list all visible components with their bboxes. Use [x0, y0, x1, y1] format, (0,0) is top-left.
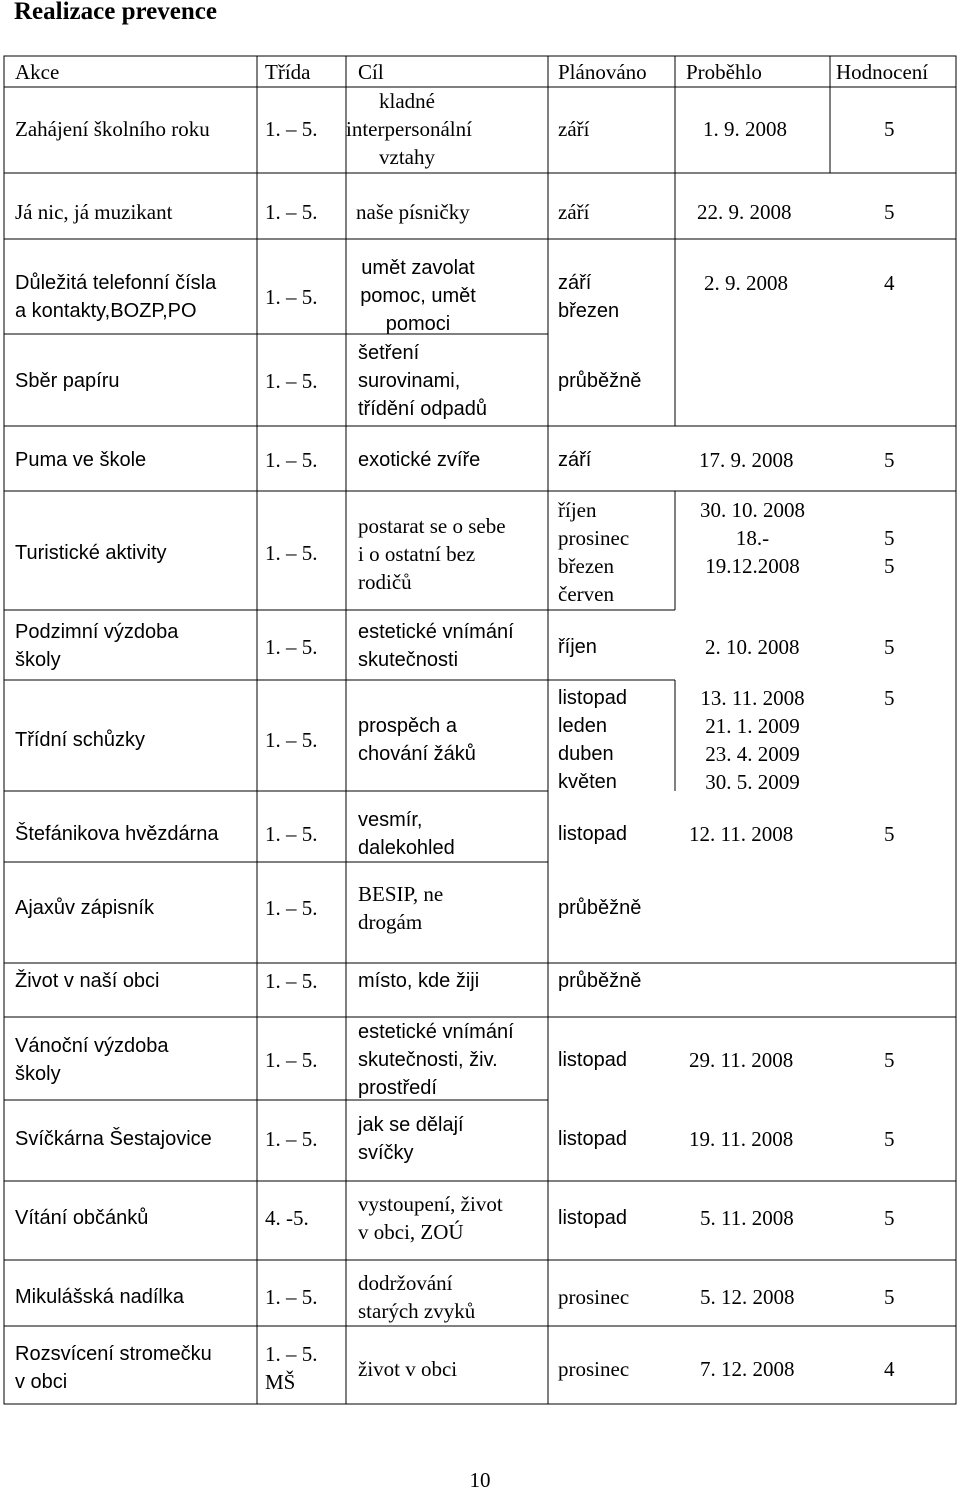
row-11-planovano: průběžně — [558, 970, 642, 992]
row-14-trida: 4. -5. — [265, 1206, 309, 1230]
row-9-cil: vesmír, dalekohled — [358, 809, 455, 859]
row-2-trida: 1. – 5. — [265, 200, 318, 224]
row-3-probehlo: 2. 9. 2008 — [704, 271, 788, 295]
row-12-probehlo: 29. 11. 2008 — [689, 1048, 794, 1072]
header-trida: Třída — [265, 60, 311, 84]
row-15-akce: Mikulášská nadílka — [15, 1286, 184, 1308]
row-12-trida: 1. – 5. — [265, 1048, 318, 1072]
row-15-probehlo: 5. 12. 2008 — [700, 1285, 795, 1309]
row-3-hodnoceni: 4 — [884, 271, 895, 295]
row-5-akce: Puma ve škole — [15, 449, 147, 471]
prevention-table — [3, 55, 957, 1405]
row-16-akce: Rozsvícení stromečku v obci — [15, 1343, 212, 1393]
row-1-planovano: září — [558, 117, 590, 141]
row-5-cil: exotické zvíře — [358, 449, 481, 471]
header-planovano: Plánováno — [558, 60, 647, 84]
row-10-trida: 1. – 5. — [265, 896, 318, 920]
row-2-akce: Já nic, já muzikant — [15, 200, 173, 224]
row-9-probehlo: 12. 11. 2008 — [689, 822, 794, 846]
row-10-planovano: průběžně — [558, 897, 642, 919]
row-7-akce: Podzimní výzdoba školy — [15, 621, 179, 671]
row-14-akce: Vítání občánků — [15, 1207, 149, 1229]
row-13-trida: 1. – 5. — [265, 1127, 318, 1151]
row-8-akce: Třídní schůzky — [15, 729, 146, 751]
row-2-planovano: září — [558, 200, 590, 224]
row-12-hodnoceni: 5 — [884, 1048, 895, 1072]
row-15-hodnoceni: 5 — [884, 1285, 895, 1309]
row-5-trida: 1. – 5. — [265, 448, 318, 472]
row-12-cil: estetické vnímání skutečnosti, živ. prostředí — [358, 1021, 514, 1099]
row-7-trida: 1. – 5. — [265, 635, 318, 659]
row-8-trida: 1. – 5. — [265, 728, 318, 752]
row-16-hodnoceni: 4 — [884, 1357, 895, 1381]
row-15-planovano: prosinec — [558, 1285, 630, 1309]
row-8-cil: prospěch a chování žáků — [358, 715, 476, 765]
row-12-akce: Vánoční výzdoba školy — [15, 1035, 169, 1085]
row-4-planovano: průběžně — [558, 370, 642, 392]
row-15-cil: dodržování starých zvyků — [358, 1271, 476, 1323]
row-1-trida: 1. – 5. — [265, 117, 318, 141]
row-5-planovano: září — [558, 449, 592, 471]
row-4-trida: 1. – 5. — [265, 369, 318, 393]
row-14-probehlo: 5. 11. 2008 — [700, 1206, 794, 1230]
page-title: Realizace prevence — [14, 0, 217, 25]
row-9-hodnoceni: 5 — [884, 822, 895, 846]
row-3-cil: umět zavolat pomoc, umět pomoci — [360, 257, 476, 335]
row-11-cil: místo, kde žiji — [358, 970, 480, 992]
row-14-hodnoceni: 5 — [884, 1206, 895, 1230]
row-6-trida: 1. – 5. — [265, 541, 318, 565]
row-5-hodnoceni: 5 — [884, 448, 895, 472]
header-hodnoceni: Hodnocení — [836, 60, 929, 84]
row-16-probehlo: 7. 12. 2008 — [700, 1357, 795, 1381]
row-5-probehlo: 17. 9. 2008 — [699, 448, 794, 472]
row-1-hodnoceni: 5 — [884, 117, 895, 141]
row-1-cil: kladné interpersonální vztahy — [346, 89, 472, 169]
row-6-planovano: říjen prosinec březen červen — [558, 498, 630, 606]
row-16-planovano: prosinec — [558, 1357, 630, 1381]
row-11-akce: Život v naší obci — [15, 970, 160, 992]
row-15-trida: 1. – 5. — [265, 1285, 318, 1309]
row-3-trida: 1. – 5. — [265, 285, 318, 309]
row-9-akce: Štefánikova hvězdárna — [15, 823, 219, 845]
row-1-akce: Zahájení školního roku — [15, 117, 210, 141]
row-10-cil: BESIP, ne drogám — [358, 882, 444, 934]
row-2-cil: naše písničky — [356, 200, 470, 224]
row-14-planovano: listopad — [558, 1207, 627, 1229]
row-10-akce: Ajaxův zápisník — [15, 897, 154, 919]
row-7-planovano: říjen — [558, 636, 597, 658]
row-16-cil: život v obci — [358, 1357, 458, 1381]
header-cil: Cíl — [358, 60, 384, 84]
row-13-probehlo: 19. 11. 2008 — [689, 1127, 794, 1151]
row-13-planovano: listopad — [558, 1128, 627, 1150]
row-8-probehlo: 13. 11. 2008 21. 1. 2009 23. 4. 2009 30. 5. 2009 — [700, 686, 805, 794]
page-number: 10 — [469, 1468, 491, 1492]
row-11-trida: 1. – 5. — [265, 969, 318, 993]
header-probehlo: Proběhlo — [686, 60, 762, 84]
row-14-cil: vystoupení, život v obci, ZOÚ — [358, 1192, 503, 1244]
row-16-trida: 1. – 5. MŠ — [265, 1342, 318, 1394]
row-3-planovano: září březen — [558, 272, 620, 322]
row-4-akce: Sběr papíru — [15, 370, 120, 392]
row-3-akce: Důležitá telefonní čísla a kontakty,BOZP,PO — [15, 272, 217, 322]
row-13-hodnoceni: 5 — [884, 1127, 895, 1151]
row-1-probehlo: 1. 9. 2008 — [703, 117, 787, 141]
row-6-akce: Turistické aktivity — [15, 542, 167, 564]
row-7-hodnoceni: 5 — [884, 635, 895, 659]
row-9-trida: 1. – 5. — [265, 822, 318, 846]
row-2-probehlo: 22. 9. 2008 — [697, 200, 792, 224]
row-8-planovano: listopad leden duben květen — [558, 687, 627, 793]
row-12-planovano: listopad — [558, 1049, 627, 1071]
row-13-cil: jak se dělají svíčky — [358, 1114, 464, 1164]
row-7-cil: estetické vnímání skutečnosti — [358, 621, 514, 671]
row-6-probehlo: 30. 10. 2008 18.- 19.12.2008 — [700, 498, 805, 578]
header-akce: Akce — [15, 60, 60, 84]
row-9-planovano: listopad — [558, 823, 627, 845]
row-4-cil: šetření surovinami, třídění odpadů — [358, 342, 487, 420]
row-8-hodnoceni: 5 — [884, 686, 895, 710]
row-2-hodnoceni: 5 — [884, 200, 895, 224]
row-7-probehlo: 2. 10. 2008 — [705, 635, 800, 659]
row-13-akce: Svíčkárna Šestajovice — [15, 1128, 212, 1150]
row-6-cil: postarat se o sebe i o ostatní bez rodičů — [358, 514, 506, 594]
row-6-hodnoceni: 5 5 — [884, 526, 895, 578]
